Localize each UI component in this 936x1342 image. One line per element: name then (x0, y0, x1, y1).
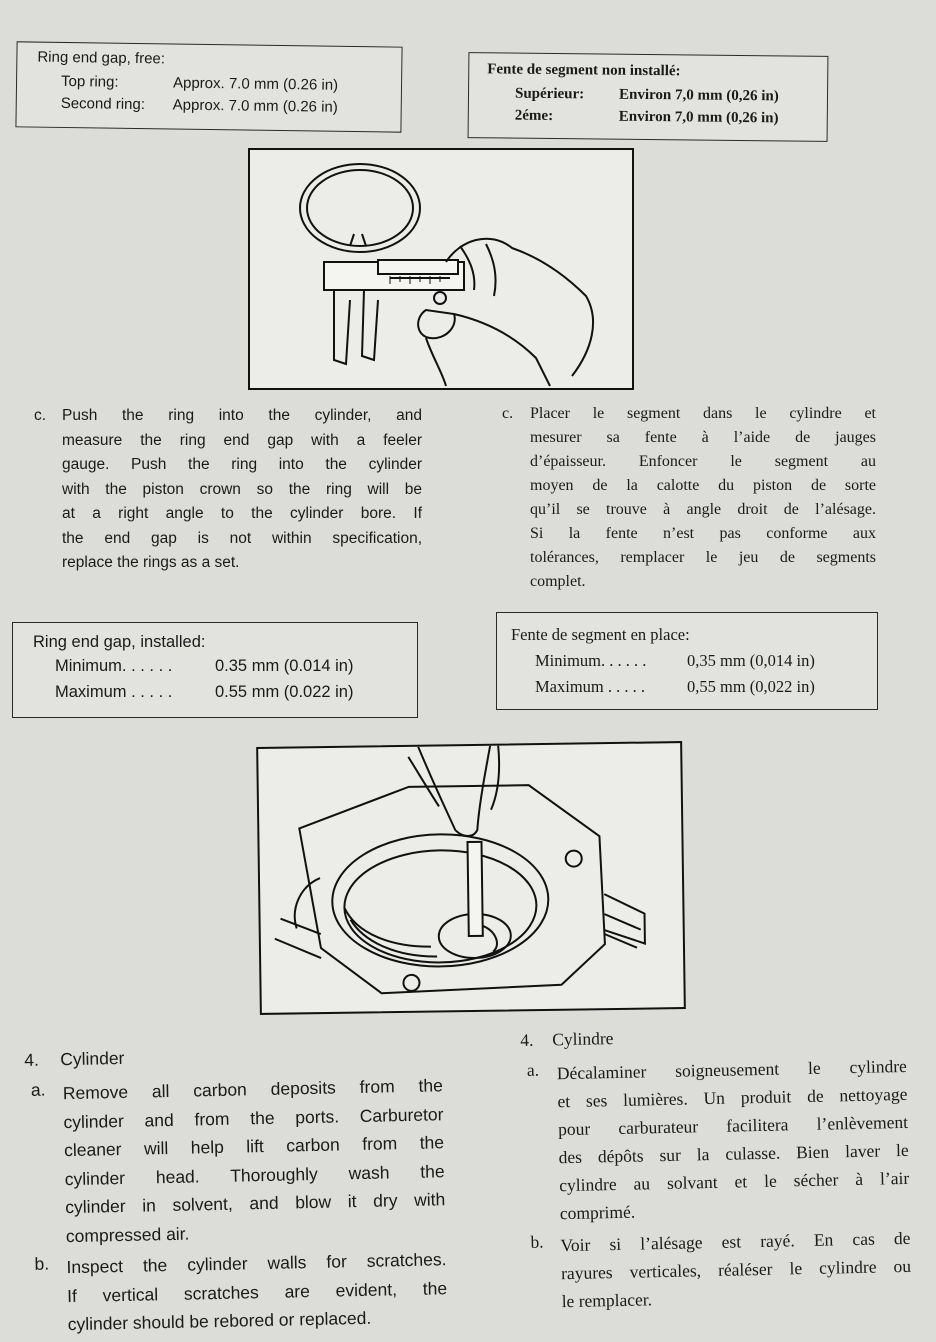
spec-title: Fente de segment non installé: (487, 61, 681, 80)
spec-value-second-ring: Approx. 7.0 mm (0.26 in) (172, 96, 338, 116)
spec-label-minimum: Minimum. . . . . . (535, 651, 647, 670)
spec-title: Ring end gap, installed: (33, 633, 206, 651)
spec-label-top-ring: Supérieur: (514, 85, 585, 103)
spec-value-maximum: 0.55 mm (0.022 in) (215, 683, 354, 701)
text-line: rayures verticales, réaléser le cylindre ou (560, 1255, 912, 1284)
step-marker: a. (30, 1079, 46, 1100)
text-line: pour carburateur facilitera l’enlèvement (557, 1111, 909, 1140)
spec-box-free-en (15, 41, 402, 132)
step-marker: c. (34, 407, 47, 424)
spec-value-minimum: 0,35 mm (0,014 in) (687, 651, 815, 670)
spec-value-top-ring: Approx. 7.0 mm (0.26 in) (172, 74, 339, 94)
text-line: tolérances, remplacer le jeu de segments (530, 549, 876, 566)
figure-caliper-ring (248, 148, 634, 390)
step-marker: b. (34, 1253, 50, 1274)
text-line: Voir si l’alésage est rayé. En cas de (560, 1227, 911, 1256)
text-line: et ses lumières. Un produit de nettoyage (557, 1083, 908, 1112)
text-line: le remplacer. (561, 1289, 653, 1312)
spec-label-maximum: Maximum . . . . . (535, 677, 645, 696)
text-line: gauge. Push the ring into the cylinder (62, 456, 422, 473)
section-4-fr-step-b (560, 1224, 912, 1315)
section-4-en (24, 1041, 454, 1335)
spec-box-installed-en (12, 622, 418, 718)
spec-title: Ring end gap, free: (37, 48, 166, 68)
text-line: cleaner will help lift carbon from the (63, 1132, 445, 1161)
caliper-ring-illustration (250, 150, 632, 388)
section-4-fr-step-a (557, 1052, 910, 1227)
section-heading: Cylindre (551, 1028, 614, 1050)
spec-value-second-ring: Environ 7,0 mm (0,26 in) (618, 108, 779, 127)
text-line: mesurer sa fente à l’aide de jauges (530, 429, 876, 446)
spec-title: Fente de segment en place: (511, 625, 690, 644)
spec-box-installed-fr (496, 612, 878, 710)
cylinder-feeler-gauge-illustration (258, 743, 684, 1013)
text-line: qu’il se trouve à angle droit de l’alésage. (530, 501, 876, 518)
spec-value-maximum: 0,55 mm (0,022 in) (687, 677, 815, 696)
text-line: Inspect the cylinder walls for scratches. (66, 1249, 447, 1278)
text-line: If vertical scratches are evident, the (66, 1277, 448, 1306)
spec-value-top-ring: Environ 7,0 mm (0,26 in) (618, 86, 779, 105)
section-number: 4. (24, 1049, 40, 1070)
text-line: Décalaminer soigneusement le cylindre (556, 1055, 908, 1084)
step-marker: b. (530, 1231, 544, 1252)
text-line: the end gap is not within specification, (62, 529, 422, 547)
text-line: cylinder should be rebored or replaced. (67, 1307, 372, 1335)
spec-label-minimum: Minimum. . . . . . (55, 657, 173, 675)
text-line: Push the ring into the cylinder, and (62, 407, 422, 424)
section-number: 4. (520, 1029, 534, 1050)
text-line: Remove all carbon deposits from the (62, 1075, 444, 1104)
section-4-fr (520, 1022, 920, 1312)
spec-label-second-ring: Second ring: (60, 94, 146, 114)
text-line: compressed air. (65, 1223, 190, 1246)
section-4-en-step-a (63, 1071, 446, 1250)
step-c-en-body (62, 404, 422, 576)
text-line: Placer le segment dans le cylindre et (530, 405, 876, 422)
text-line: cylindre au solvant et le sécher à l’air (559, 1167, 910, 1196)
step-marker: c. (502, 405, 514, 422)
spec-label-maximum: Maximum . . . . . (55, 683, 173, 701)
figure-feeler-gauge-cylinder (256, 741, 686, 1015)
text-line: cylinder head. Thoroughly wash the (64, 1160, 445, 1189)
text-line: comprimé. (559, 1201, 636, 1224)
text-line: d’épaisseur. Enfoncer le segment au (530, 453, 876, 470)
section-heading: Cylinder (59, 1047, 125, 1070)
step-marker: a. (526, 1059, 540, 1080)
text-line: at a right angle to the cylinder bore. If (62, 505, 422, 522)
text-line: des dépôts sur la culasse. Bien laver le (558, 1139, 909, 1168)
text-line: cylinder and from the ports. Carburetor (63, 1103, 444, 1132)
section-4-en-step-b (66, 1245, 448, 1338)
text-line: Si la fente n’est pas conforme aux (530, 525, 876, 542)
spec-box-free-fr (468, 52, 829, 142)
spec-label-top-ring: Top ring: (60, 72, 119, 91)
spec-value-minimum: 0.35 mm (0.014 in) (215, 657, 354, 675)
text-line: moyen de la calotte du piston de sorte (530, 477, 876, 494)
step-c-fr-body (530, 402, 876, 594)
text-line: complet. (530, 573, 586, 590)
text-line: replace the rings as a set. (62, 554, 240, 571)
text-line: cylinder in solvent, and blow it dry with (65, 1189, 446, 1218)
text-line: with the piston crown so the ring will be (62, 480, 422, 498)
spec-label-second-ring: 2éme: (514, 107, 554, 125)
text-line: measure the ring end gap with a feeler (62, 431, 422, 449)
